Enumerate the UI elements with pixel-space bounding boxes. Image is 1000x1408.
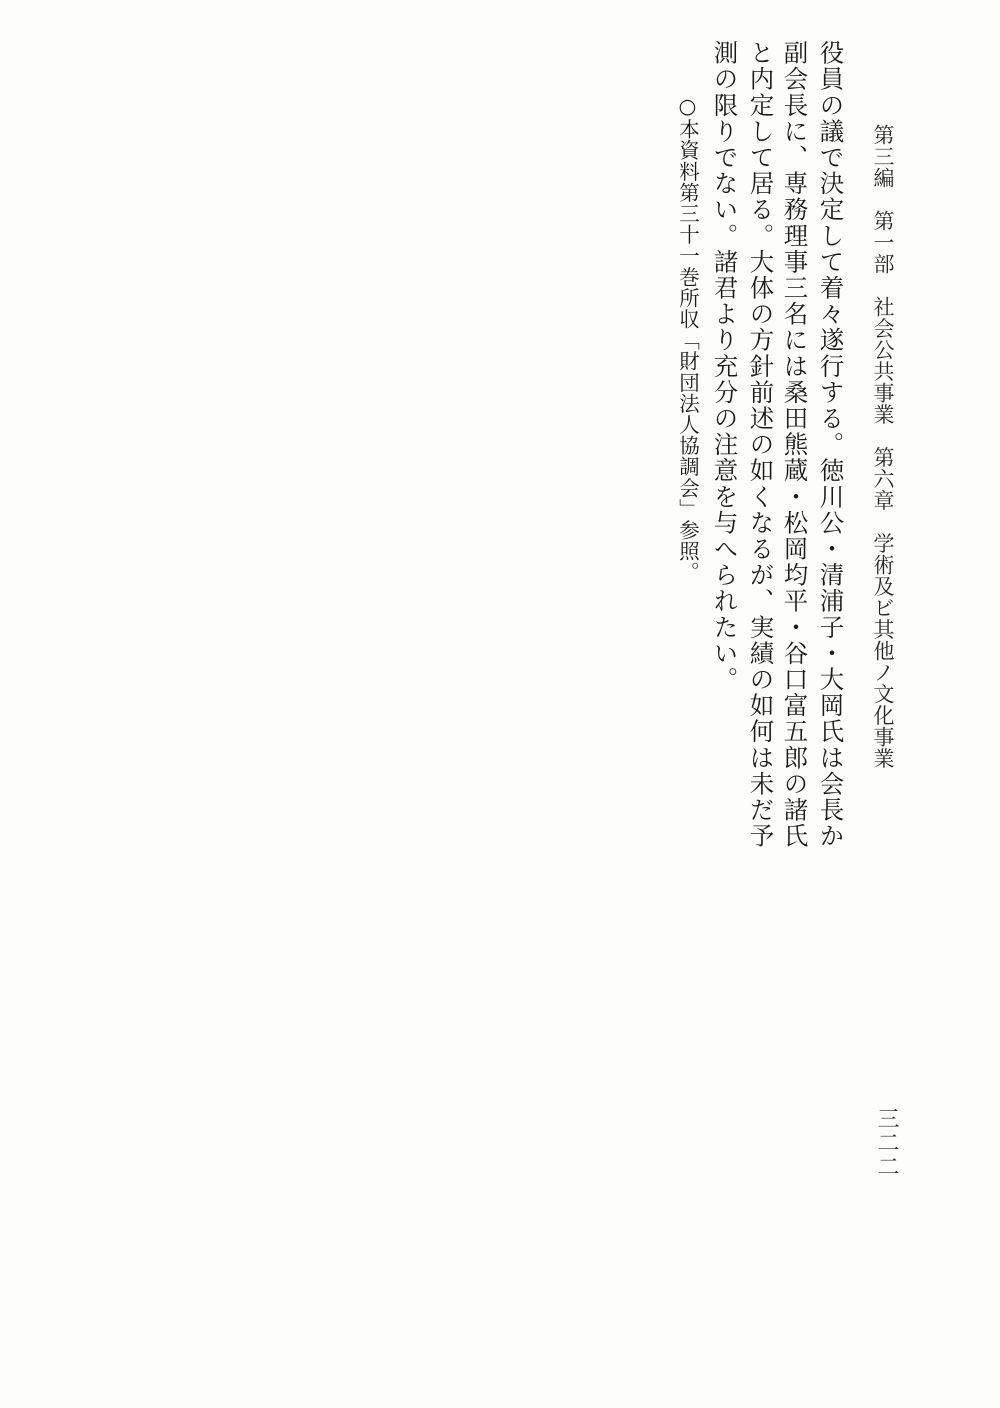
body-line-1: 役員の議で決定して着々遂行する。徳川公・清浦子・大岡氏は会長か <box>816 40 846 850</box>
body-line-4: 測の限りでない。諸君より充分の注意を与へられたい。 <box>710 40 740 693</box>
footnote: ○本資料第三十一巻所収「財団法人協調会」参照。 <box>675 94 700 583</box>
running-head: 第三編 第一部 社会公共事業 第六章 学術及ビ其他ノ文化事業 <box>871 124 895 769</box>
page-number: 三二二 <box>874 1107 899 1179</box>
body-line-3: と内定して居る。大体の方針前述の如くなるが、実績の如何は未だ予 <box>746 40 776 850</box>
body-line-2: 副会長に、専務理事三名には桑田熊蔵・松岡均平・谷口富五郎の諸氏 <box>780 40 810 850</box>
